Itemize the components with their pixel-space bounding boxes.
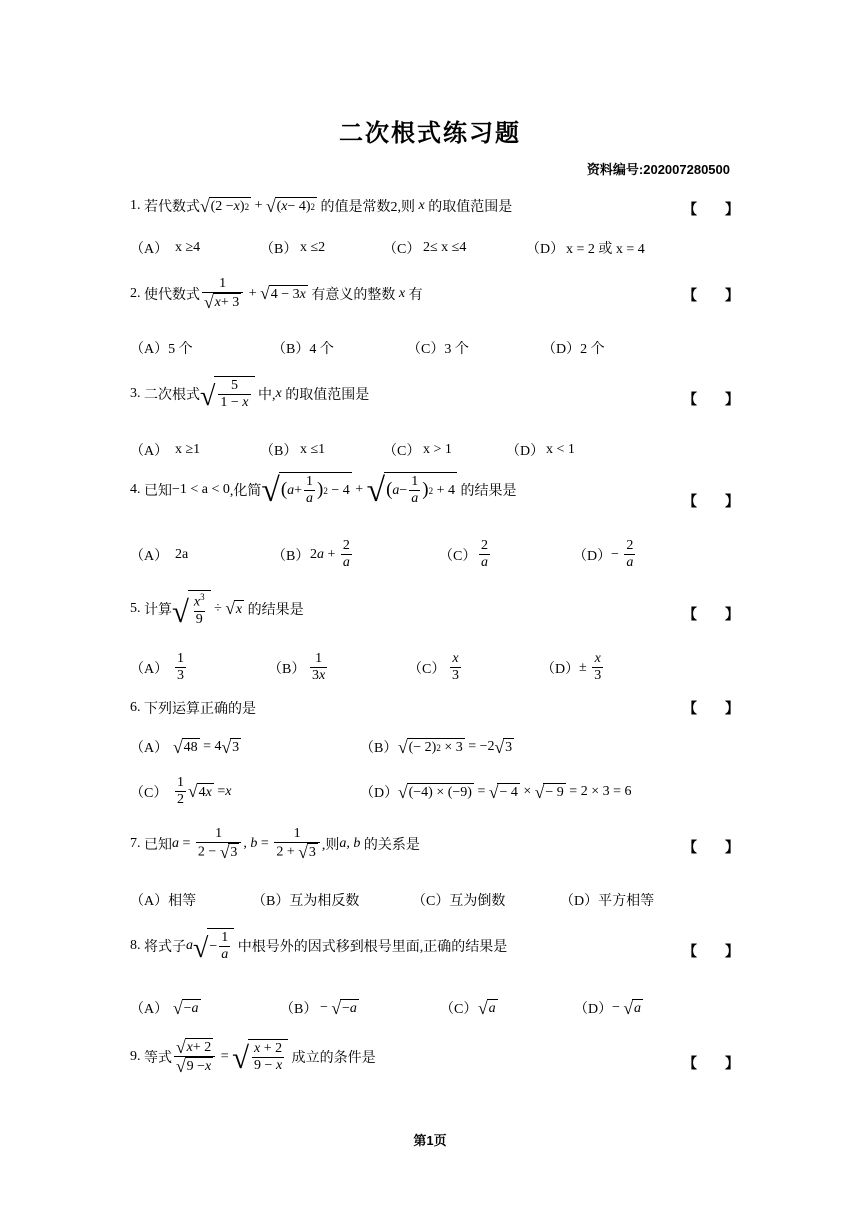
answer-bracket: 【 】 [683, 287, 739, 303]
options-3: （A） x ≥1 （B） x ≤1 （C） x > 1 （D） x < 1 [130, 442, 575, 459]
option-6a: （A） √ 48 = 4 √ 3 [130, 736, 240, 757]
answer-bracket: 【 】 [683, 201, 739, 217]
options-8: （A） √ − a （B） − √ − a （C） √ a （D） − √ a [130, 997, 642, 1018]
document-id: 资料编号:202007280500 [586, 162, 730, 177]
question-3: 3. 二次根式 √ $\frac{5}{1 - x}$ 中, x 的取值范围是 [130, 378, 370, 413]
question-9: 9. 等式 √ x + 2 √ 9 − x = √ $\frac{x + 2}{9 - x}$ 成立的条件是 [130, 1036, 376, 1076]
option-6c: （C） $\frac{1}{2}$ √ 4 x = x [130, 775, 232, 808]
page-title: 二次根式练习题 [339, 120, 521, 147]
option-6d: （D） √ (−4) × (−9) = √ − 4 × √ − 9 = 2 × 3 = 6 [360, 781, 632, 802]
answer-bracket: 【 】 [683, 839, 739, 855]
question-8: 8. 将式子 a √ − $\frac{1}{a}$ 中根号外的因式移到根号里面,正确的结果是 [130, 930, 508, 965]
question-7: 7. 已知 a = 1 2 − √ 3 , b = 1 2 + √ 3 ,则 a, b 的关系是 [130, 826, 420, 862]
question-6: 6. 下列运算正确的是 [130, 700, 256, 717]
answer-bracket: 【 】 [683, 943, 739, 959]
sqrt-expression: √ (2 − x ) 2 [200, 195, 250, 216]
options-7: （A）相等 （B）互为相反数 （C）互为倒数 （D）平方相等 [130, 894, 655, 909]
options-5: （A） $\frac{1}{3}$ （B） $\frac{1}{3x}$ （C） $\frac{x}{3}$ （D） ± $\frac{x}{3}$ [130, 651, 602, 684]
answer-bracket: 【 】 [683, 1055, 739, 1071]
question-5: 5. 计算 √ $\frac{x^3}{9}$ ÷ √ x 的结果是 [130, 592, 304, 630]
options-4: （A） 2a （B） 2a + $\frac{2}{a}$ （C） $\frac{2}{a}$ （D） − $\frac{2}{a}$ [130, 538, 634, 571]
question-1: 1. 若代数式 √ (2 − x ) 2 + √ ( x − 4) 2 的值是常数2,则 x 的取值范围是 [130, 195, 513, 216]
options-1: （A） x ≥4 （B） x ≤2 （C） 2≤ x ≤4 （D） x = 2 或 x = 4 [130, 240, 645, 257]
option-6b: （B） √ (− 2) 2 × 3 = −2 √ 3 [360, 736, 513, 757]
question-4: 4. 已知 −1 < a < 0 ,化简 √ ( a + $\frac{1}{a}$ ) 2 − 4 + √ ( a − $\frac{1}{a}$ ) 2 + 4 的结果是 [130, 471, 517, 509]
options-2: （A）5 个 （B）4 个 （C）3 个 （D）2 个 [130, 342, 605, 357]
page-number: 第1页 [413, 1133, 447, 1148]
answer-bracket: 【 】 [683, 493, 739, 509]
question-2: 2. 使代数式 1 √ x + 3 + √ 4 − 3 x 有意义的整数 x 有 [130, 276, 423, 312]
answer-bracket: 【 】 [683, 391, 739, 407]
answer-bracket: 【 】 [683, 700, 739, 716]
answer-bracket: 【 】 [683, 606, 739, 622]
